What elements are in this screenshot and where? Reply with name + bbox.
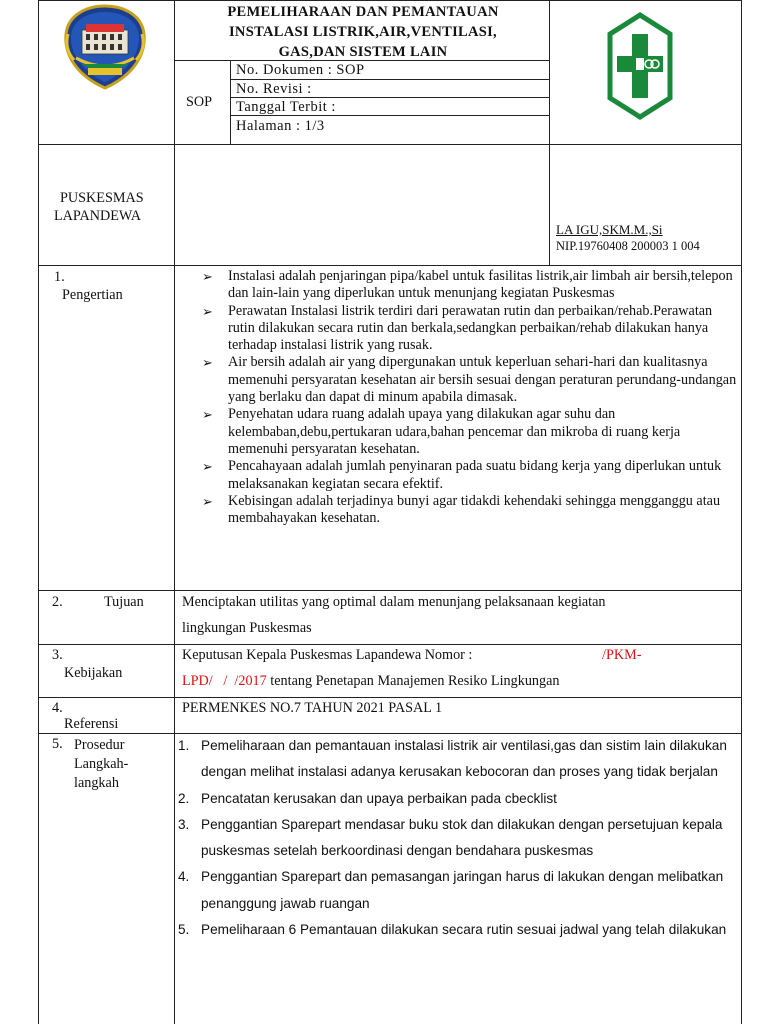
- step-text: Penggantian Sparepart dan pemasangan jaringan harus di lakukan dengan melibatkan penanggung jawab ruangan: [201, 869, 724, 911]
- procedure-step: [178, 917, 738, 943]
- list-item: [202, 458, 737, 493]
- step-text: Penggantian Sparepart mendasar buku stok dan dilakukan dengan persetujuan kepala puskesmas setelah berkoordinasi dengan bendahara puskesmas: [201, 816, 723, 859]
- title-line-1: PEMELIHARAAN DAN PEMANTAUAN: [227, 4, 499, 20]
- issue-date: Tanggal Terbit :: [236, 99, 336, 115]
- list-item: [202, 354, 737, 406]
- definition-list: [202, 268, 737, 527]
- list-item-text: Penyehatan udara ruang adalah upaya yang dilakukan agar suhu dan kelembaban,debu,pertukaran udara,bahan pencemar dan mikroba di ruang kerja memenuhi persyaratan kesehatan.: [228, 406, 681, 457]
- prosedur-label-line-3: langkah: [74, 775, 119, 791]
- kebijakan-decree: Keputusan Kepala Puskesmas Lapandewa Nomor :: [182, 647, 473, 663]
- arrow-bullet-icon: ➢: [202, 269, 213, 284]
- section-label-prosedur: [74, 736, 128, 793]
- section-number-3: 3.: [52, 647, 63, 663]
- section-number-1: 1.: [54, 269, 65, 285]
- procedure-step: [178, 812, 738, 865]
- arrow-bullet-icon: ➢: [202, 303, 213, 319]
- arrow-bullet-icon: ➢: [202, 459, 213, 475]
- list-item-text: Perawatan Instalasi listrik terdiri dari perawatan rutin dan perbaikan/rehab.Perawatan rutin dilakukan secara rutin dan berkala,sedangkan perbaikan/rehab dilakukan hanya terhadap instalasi listrik yang rusak.: [228, 302, 713, 354]
- kebijakan-text-line-1: [182, 647, 652, 664]
- list-item: [202, 493, 737, 528]
- step-text: Pemeliharaan dan pemantauan instalasi listrik air ventilasi,gas dan sistim lain dilakukan dengan melihat instalasi adanya kerusakan kebocoran dan proses yang tidak berjalan: [201, 738, 727, 780]
- list-item: [202, 268, 737, 303]
- procedure-step: [178, 864, 738, 917]
- step-number: 4.: [178, 869, 190, 885]
- step-number: 2.: [178, 790, 190, 806]
- puskesmas-green-cross-icon: [606, 12, 674, 120]
- tujuan-text-line-2: lingkungan Puskesmas: [182, 620, 312, 636]
- kebijakan-decree-number: LPD/ / /2017: [182, 673, 267, 689]
- section-label-tujuan: Tujuan: [104, 594, 144, 610]
- list-item-text: Pencahayaan adalah jumlah penyinaran pada suatu bidang kerja yang diperlukan untuk melaksanakan kegiatan secara efektif.: [228, 458, 722, 492]
- list-item-text: Air bersih adalah air yang dipergunakan untuk keperluan sehari-hari dan kualitasnya memenuhi persyaratan kesehatan air bersih sesuai dengan peraturan perundang-undangan yang berlaku dan dapat di minum apabila dimasak.: [228, 354, 737, 406]
- kebijakan-decree-code: /PKM-: [602, 647, 642, 663]
- kebijakan-decree-subject: tentang Penetapan Manajemen Resiko Lingkungan: [266, 673, 560, 689]
- step-number: 1.: [178, 738, 190, 753]
- section-number-5: 5.: [52, 736, 63, 752]
- title-line-3: GAS,DAN SISTEM LAIN: [278, 44, 448, 60]
- step-text: Pencatatan kerusakan dan upaya perbaikan pada cbecklist: [201, 790, 557, 806]
- title-line-2: INSTALASI LISTRIK,AIR,VENTILASI,: [228, 24, 497, 40]
- arrow-bullet-icon: ➢: [202, 355, 213, 371]
- section-number-4: 4.: [52, 700, 63, 716]
- tujuan-text-line-1: Menciptakan utilitas yang optimal dalam menunjang pelaksanaan kegiatan: [182, 594, 606, 610]
- arrow-bullet-icon: ➢: [202, 407, 213, 423]
- document-title: [178, 2, 548, 62]
- org-name-line-2: LAPANDEWA: [54, 208, 141, 224]
- arrow-bullet-icon: ➢: [202, 493, 213, 509]
- prosedur-label-line-2: Langkah-: [74, 756, 129, 772]
- page-number: Halaman : 1/3: [236, 118, 325, 134]
- step-number: 5.: [178, 922, 190, 938]
- step-text: Pemeliharaan 6 Pemantauan dilakukan secara rutin sesuai jadwal yang telah dilakukan: [201, 922, 727, 938]
- doc-number: No. Dokumen : SOP: [236, 62, 365, 78]
- kebijakan-text-line-2: [182, 673, 560, 690]
- head-nip: NIP.19760408 200003 1 004: [556, 239, 700, 253]
- org-name-line-1: PUSKESMAS: [60, 190, 144, 206]
- section-number-2: 2.: [52, 594, 63, 610]
- prosedur-label-line-1: Prosedur: [74, 737, 125, 753]
- section-label-pengertian: Pengertian: [62, 287, 123, 303]
- list-item: [202, 406, 737, 458]
- revision-number: No. Revisi :: [236, 81, 312, 97]
- procedure-step: [178, 733, 738, 786]
- procedure-steps: [178, 733, 738, 943]
- procedure-step: [178, 786, 738, 812]
- head-signature-name: LA IGU,SKM.M.,Si: [556, 222, 663, 237]
- referensi-text: PERMENKES NO.7 TAHUN 2021 PASAL 1: [182, 700, 443, 716]
- sop-label: SOP: [186, 94, 213, 110]
- section-label-kebijakan: Kebijakan: [64, 665, 123, 681]
- section-label-referensi: Referensi: [64, 716, 119, 732]
- list-item-text: Kebisingan adalah terjadinya bunyi agar tidakdi kehendaki sehingga mengganggu atau membahayakan kesehatan.: [228, 492, 721, 527]
- step-number: 3.: [178, 816, 190, 832]
- regional-coat-of-arms-icon: [62, 4, 148, 90]
- list-item: [202, 303, 737, 355]
- list-item-text: Instalasi adalah penjaringan pipa/kabel untuk fasilitas listrik,air limbah air bersih,telepon dan lain-lain yang diperlukan untuk menunjang kegiatan Puskesmas: [228, 268, 733, 302]
